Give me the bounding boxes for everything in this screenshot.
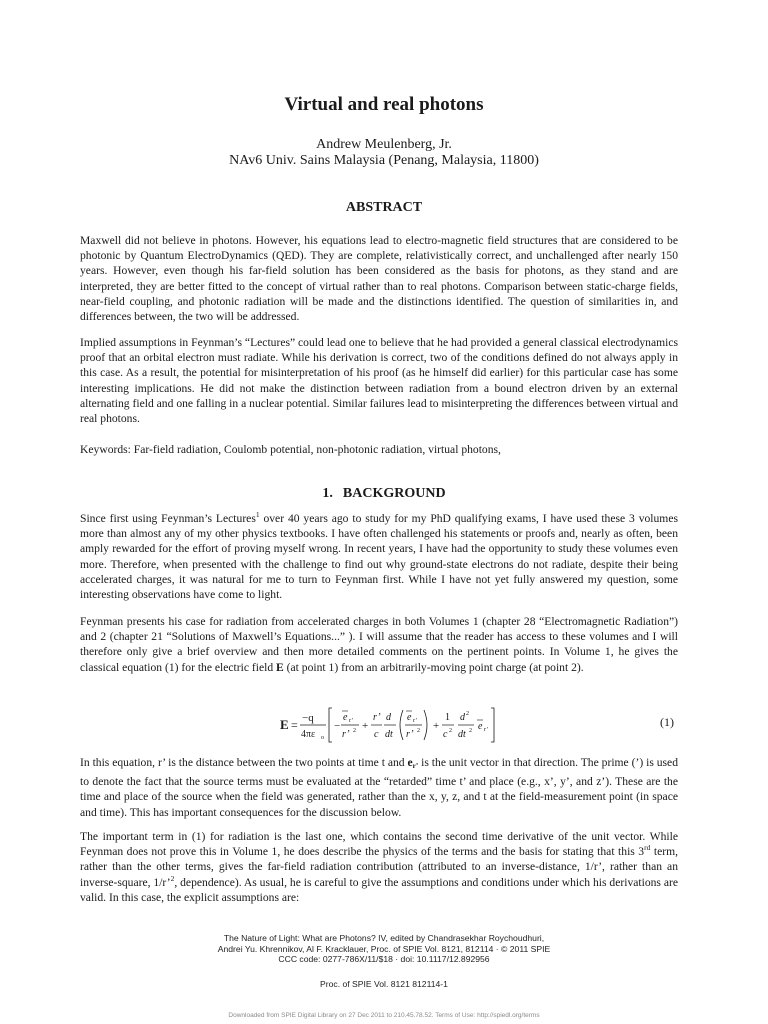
abstract-heading: ABSTRACT bbox=[345, 200, 423, 215]
text-run: is the unit vector in that direction. The prime (’) is used to denote the fact that the source terms must be evaluated at the “retarded” time t’ and place (e.g., x’, y’, and z’). These are the time and place of the source when the field was generated, rather than the x, y, z, and t at the field-measurement point (in space and time). This has important consequences for the discussion below. bbox=[80, 756, 678, 819]
subscript-r: r’ bbox=[412, 762, 419, 770]
text-run: (at point 1) from an arbitrarily-moving point charge (at point 2). bbox=[283, 660, 584, 674]
eq-t3-d-sup: 2 bbox=[466, 711, 469, 717]
eq-t2-d: d bbox=[386, 712, 391, 723]
bold-symbol: e bbox=[407, 756, 413, 769]
footnote-ref: 1 bbox=[255, 510, 260, 519]
footer-line-2: Andrei Yu. Khrennikov, Al F. Kracklauer, Proc. of SPIE Vol. 8121, 812114 · © 2011 SPIE bbox=[217, 943, 551, 954]
eq-t2-c: c bbox=[374, 729, 379, 740]
eq-t3-c-sup: 2 bbox=[449, 728, 452, 734]
eq-t3-one: 1 bbox=[445, 712, 450, 723]
page-number: Proc. of SPIE Vol. 8121 812114-1 bbox=[320, 979, 448, 989]
background-paragraph-2 bbox=[80, 614, 678, 675]
eq-t3-dt: dt bbox=[458, 729, 466, 740]
equation-number: (1) bbox=[660, 715, 674, 729]
keywords: Keywords: Far-field radiation, Coulomb potential, non-photonic radiation, virtual photons, bbox=[80, 443, 501, 456]
eq-t2-e-sub: r’ bbox=[413, 718, 418, 724]
superscript: 2 bbox=[170, 873, 175, 883]
eq-coef-den: 4πε bbox=[301, 729, 316, 740]
text-run: In this equation, r’ is the distance between the two points at time t and bbox=[80, 756, 408, 769]
eq-plus-1: + bbox=[362, 720, 369, 732]
footer-line-1: The Nature of Light: What are Photons? IV, edited by Chandrasekhar Roychoudhuri, bbox=[223, 933, 545, 943]
eq-t1-e: e bbox=[343, 712, 348, 723]
footer-line-3: CCC code: 0277-786X/11/$18 · doi: 10.1117/12.892956 bbox=[278, 954, 490, 964]
eq-t2-e: e bbox=[407, 712, 412, 723]
eq-coef-num: −q bbox=[302, 712, 314, 724]
equation-1 bbox=[276, 705, 516, 745]
text-run: term, rather than the other terms, gives the far-field radiation contribution (attributed to an inverse-distance, 1/r’, rather than an inverse-square, 1/r’ bbox=[80, 845, 679, 889]
citation-footer bbox=[0, 933, 768, 965]
author-affiliation: NAv6 Univ. Sains Malaysia (Penang, Malaysia, 11800) bbox=[229, 153, 539, 168]
background-paragraph-1 bbox=[80, 511, 678, 602]
eq-t2-rr: r’ bbox=[406, 729, 414, 740]
text-run: Feynman presents his case for radiation from accelerated charges in both Volumes 1 (chapter 28 “Electromagnetic Radiation”) and 2 (chapter 21 “Solutions of Maxwell’s Equations...” ). I will assume that the reader has access to these volumes and I will therefore only give a brief overview and then more detailed comments on the pertinent points. In Volume 1, he gives the classical equation (1) for the electric field bbox=[80, 615, 678, 674]
section-number: 1. bbox=[322, 486, 333, 501]
download-notice: Downloaded from SPIE Digital Library on 27 Dec 2011 to 210.45.78.52. Terms of Use: http://spiedl.org/terms bbox=[228, 1012, 540, 1019]
bold-symbol: E bbox=[276, 660, 284, 674]
abstract-paragraph-1: Maxwell did not believe in photons. However, his equations lead to electro-magnetic field structures that are considered to be photonic by Quantum ElectroDynamics (QED). They are complete, relativistically correct, and unchallenged after nearly 150 years. However, even though his far-field solution has been considered as the basis for photons, as they stand and are interpreted, they are better fitted to the concept of virtual rather than to real photons. Comparison between static-charge fields, near-field coupling, and photonic radiation will be made and the distinctions identified. The question of similarities in, and differences between, the two will be addressed. bbox=[80, 234, 678, 324]
text-run: Since first using Feynman’s Lectures bbox=[80, 512, 256, 525]
author-name: Andrew Meulenberg, Jr. bbox=[316, 137, 452, 152]
abstract-paragraph-2: Implied assumptions in Feynman’s “Lectures” could lead one to believe that he had provided a general classical electrodynamics proof that an orbital electron must radiate. While his derivation is correct, two of the conditions defined do not always apply in this case. As a result, the potential for misinterpretation of his proof (as he himself did earlier) for this particular case has some interesting implications. He did not make the distinction between radiation from a bound electron driven by an external alternating field and one falling in a nuclear potential. Similar failures lead to misinterpreting the differences between virtual and real photons. bbox=[80, 336, 678, 426]
eq-coef-den-sub: o bbox=[321, 735, 324, 741]
eq-t3-c: c bbox=[443, 729, 448, 740]
eq-t3-d: d bbox=[460, 712, 465, 723]
eq-t1-r: r’ bbox=[342, 729, 350, 740]
eq-lhs: E bbox=[280, 717, 289, 732]
eq-t3-e-sub: r’ bbox=[484, 727, 489, 733]
eq-t3-e: e bbox=[478, 721, 483, 732]
paper-title: Virtual and real photons bbox=[284, 94, 484, 115]
eq-t2-rr-sup: 2 bbox=[417, 728, 420, 734]
text-run: over 40 years ago to study for my PhD qualifying exams, I have used these 3 volumes more than almost any of my other physics textbooks. I have often challenged his statements or proofs and, nearly as often, been amply rewarded for the effort of proving myself wrong. In recent years, I have had the opportunity to study these volumes even more. Therefore, when presented with the challenge to find out why ground-state electrons do not radiate, despite their being accelerated charges, it was natural for me to turn to Feynman first. While I have not yet fully answered my question, some interesting observations have come to light. bbox=[80, 512, 678, 602]
text-run: , dependence). As usual, he is careful to give the assumptions and conditions under which his derivations are valid. In this case, the explicit assumptions are: bbox=[80, 875, 678, 904]
background-paragraph-4 bbox=[80, 829, 678, 905]
background-paragraph-3 bbox=[80, 755, 678, 820]
eq-t3-dt-sup: 2 bbox=[469, 728, 472, 734]
eq-t1-e-sub: r’ bbox=[349, 718, 354, 724]
eq-t2-dt: dt bbox=[385, 729, 393, 740]
eq-plus-2: + bbox=[433, 720, 440, 732]
section-title: BACKGROUND bbox=[342, 486, 446, 501]
superscript: rd bbox=[644, 843, 651, 853]
section-heading-background bbox=[0, 486, 768, 502]
eq-minus: − bbox=[334, 720, 341, 732]
eq-equals: = bbox=[291, 718, 298, 732]
eq-t2-r: r’ bbox=[373, 712, 381, 723]
eq-t1-r-sup: 2 bbox=[353, 728, 356, 734]
text-run: The important term in (1) for radiation is the last one, which contains the second time derivative of the unit vector. While Feynman does not prove this in Volume 1, he does describe the physics of the terms and the basis for stating that this 3 bbox=[80, 830, 678, 859]
